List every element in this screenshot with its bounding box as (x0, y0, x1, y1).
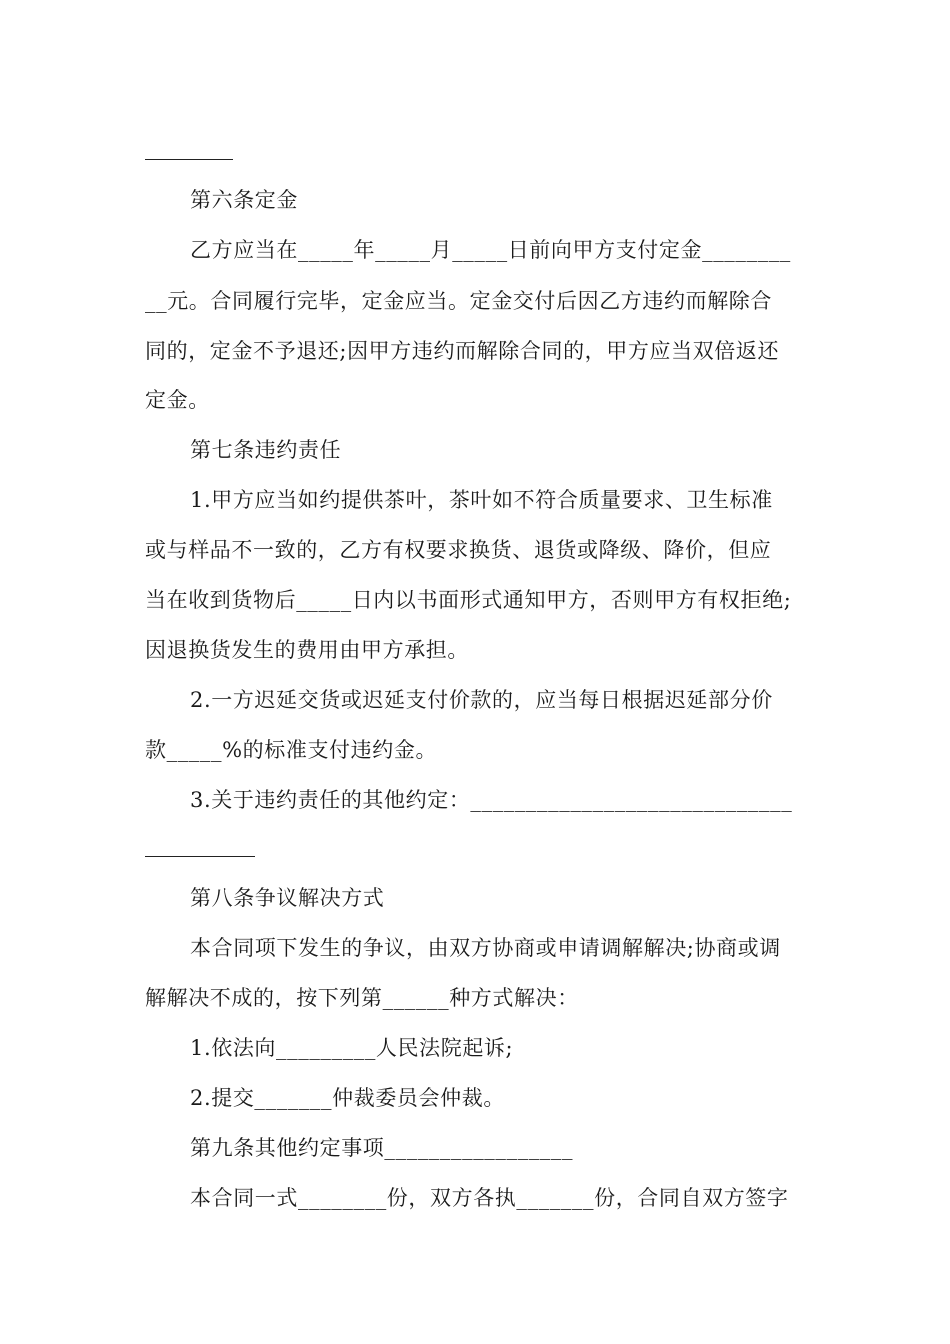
clause-8-heading: 第八条争议解决方式 (190, 886, 385, 910)
paragraph-line: 本合同项下发生的争议，由双方协商或申请调解解决;协商或调 (190, 936, 781, 960)
paragraph-line: __元。合同履行完毕，定金应当。定金交付后因乙方违约而解除合 (145, 289, 772, 313)
paragraph-line: 1.甲方应当如约提供茶叶，茶叶如不符合质量要求、卫生标准 (190, 488, 773, 512)
paragraph-line: 同的，定金不予退还;因甲方违约而解除合同的，甲方应当双倍返还 (145, 339, 780, 363)
paragraph-line: 2.一方迟延交货或迟延支付价款的，应当每日根据迟延部分价 (190, 688, 773, 712)
paragraph-line: 定金。 (145, 388, 210, 412)
paragraph-line: 解解决不成的，按下列第______种方式解决： (145, 986, 579, 1010)
paragraph-line: 款_____%的标准支付违约金。 (145, 738, 438, 762)
paragraph-line: 1.依法向_________人民法院起诉; (190, 1036, 514, 1060)
paragraph-line: 乙方应当在_____年_____月_____日前向甲方支付定金________ (190, 238, 791, 262)
paragraph-line: 本合同一式________份，双方各执_______份，合同自双方签字 (190, 1186, 789, 1210)
clause-9-heading: 第九条其他约定事项_________________ (190, 1136, 574, 1160)
clause-7-heading: 第七条违约责任 (190, 438, 342, 462)
blank-line-continuation (145, 856, 255, 857)
paragraph-line: 2.提交_______仲裁委员会仲裁。 (190, 1086, 505, 1110)
paragraph-line: 3.关于违约责任的其他约定：_____________________________ (190, 788, 793, 812)
paragraph-line: 或与样品不一致的，乙方有权要求换货、退货或降级、降价，但应 (145, 538, 772, 562)
paragraph-line: 当在收到货物后_____日内以书面形式通知甲方，否则甲方有权拒绝; (145, 588, 792, 612)
blank-line-top (145, 159, 233, 160)
paragraph-line: 因退换货发生的费用由甲方承担。 (145, 638, 469, 662)
clause-6-heading: 第六条定金 (190, 188, 298, 212)
